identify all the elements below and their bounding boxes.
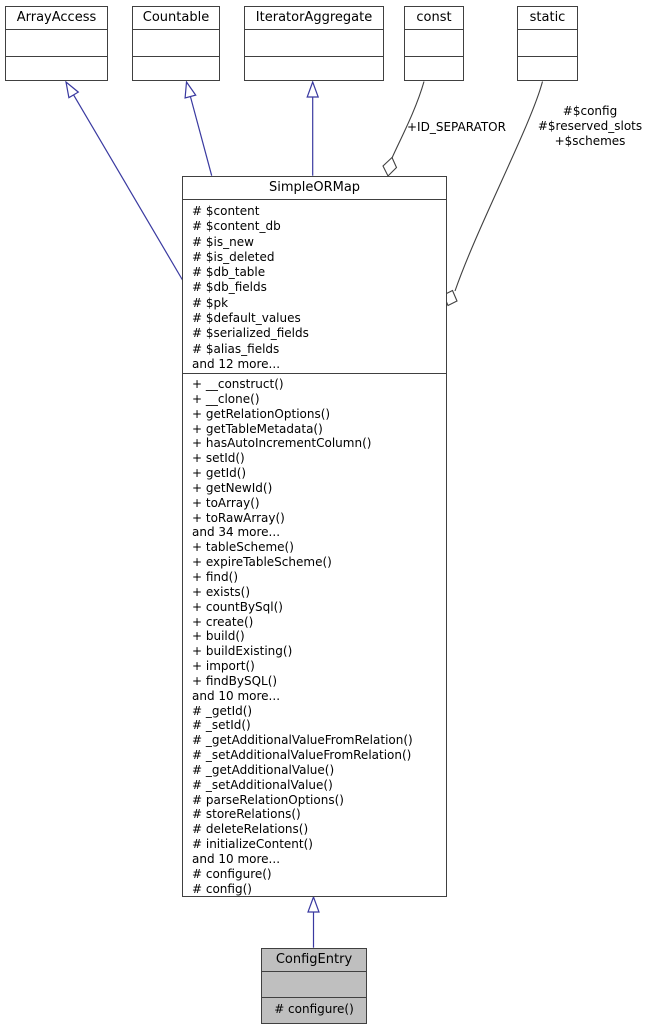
class-node-configentry[interactable] [261,948,367,1024]
edge-label-const-member: +ID_SEPARATOR [407,120,506,134]
member-row: # storeRelations() [192,807,301,822]
attributes-compartment [6,30,107,57]
member-row: # initializeContent() [192,837,313,852]
member-row: # config() [192,881,252,896]
member-row: and 34 more... [192,525,281,540]
member-row: + build() [192,629,245,644]
member-row: + getRelationOptions() [192,406,331,421]
member-row: + toRawArray() [192,510,285,525]
member-row: + find() [192,569,239,584]
member-row: # configure() [274,1002,354,1016]
member-row: # deleteRelations() [192,822,309,837]
member-row: # _getAdditionalValueFromRelation() [192,733,413,748]
member-row: + hasAutoIncrementColumn() [192,436,372,451]
class-node-countable[interactable] [132,6,220,81]
member-row: # $pk [192,295,229,310]
member-row: + getNewId() [192,480,273,495]
member-row: + buildExisting() [192,644,293,659]
member-row: + setId() [192,451,245,466]
member-row: + getTableMetadata() [192,421,323,436]
methods-compartment [183,374,446,896]
member-row: # $alias_fields [192,341,280,356]
member-row: + import() [192,659,255,674]
methods-compartment [262,998,366,1023]
edge-label-line: #$reserved_slots [537,119,643,133]
member-row: # $content_db [192,219,281,234]
class-node-arrayaccess[interactable] [5,6,108,81]
member-row: # $serialized_fields [192,326,309,341]
group-node-const [404,6,464,81]
edge-label-line: +$schemes [554,134,626,148]
inheritance-edge-countable [185,82,212,176]
class-node-iteratoraggregate[interactable] [244,6,384,81]
member-row: # $db_fields [192,280,267,295]
member-row: # _setAdditionalValue() [192,777,333,792]
member-row: # _setId() [192,718,251,733]
member-row: + expireTableScheme() [192,555,332,570]
member-row: # _getAdditionalValue() [192,762,335,777]
class-title: ArrayAccess [6,7,107,30]
member-row: + countBySql() [192,599,283,614]
methods-compartment [245,57,383,80]
aggregation-edge-static [444,82,543,306]
class-node-simpleormap[interactable] [182,176,447,897]
member-row: and 10 more... [192,852,281,866]
methods-compartment [405,57,463,80]
attributes-compartment [518,30,577,57]
class-title: ConfigEntry [262,949,366,972]
inheritance-edge-iteratoraggregate [307,82,318,176]
inheritance-edge-arrayaccess [66,82,183,280]
member-row: # $is_deleted [192,249,275,264]
member-row: and 12 more... [192,356,281,371]
class-title: Countable [133,7,219,30]
attributes-compartment [405,30,463,57]
member-row: + __construct() [192,377,284,391]
methods-compartment [133,57,219,80]
member-row: # $db_table [192,265,266,280]
member-row: + exists() [192,584,251,599]
attributes-compartment [245,30,383,57]
methods-compartment [518,57,577,80]
inheritance-edge-configentry [308,897,319,948]
methods-compartment [6,57,107,80]
class-title: SimpleORMap [183,177,446,200]
member-row: + getId() [192,466,247,481]
member-row: # _getId() [192,703,253,718]
edge-label-line: #$config [562,104,618,118]
attributes-compartment [262,972,366,998]
attributes-compartment [133,30,219,57]
member-row: # $is_new [192,234,254,249]
member-row: + findBySQL() [192,673,278,688]
member-row: + toArray() [192,495,260,510]
member-row: # $content [192,204,260,218]
group-title: const [405,7,463,30]
group-node-static [517,6,578,81]
member-row: + tableScheme() [192,540,294,555]
member-row: # parseRelationOptions() [192,792,344,807]
member-row: # $default_values [192,311,301,326]
class-title: IteratorAggregate [245,7,383,30]
member-row: + __clone() [192,391,260,406]
member-row: and 10 more... [192,688,281,703]
member-row: + create() [192,614,254,629]
attributes-compartment [183,200,446,374]
edge-label-static-members [530,104,650,149]
group-title: static [518,7,577,30]
member-row: # _setAdditionalValueFromRelation() [192,748,412,763]
member-row: # configure() [192,866,272,881]
